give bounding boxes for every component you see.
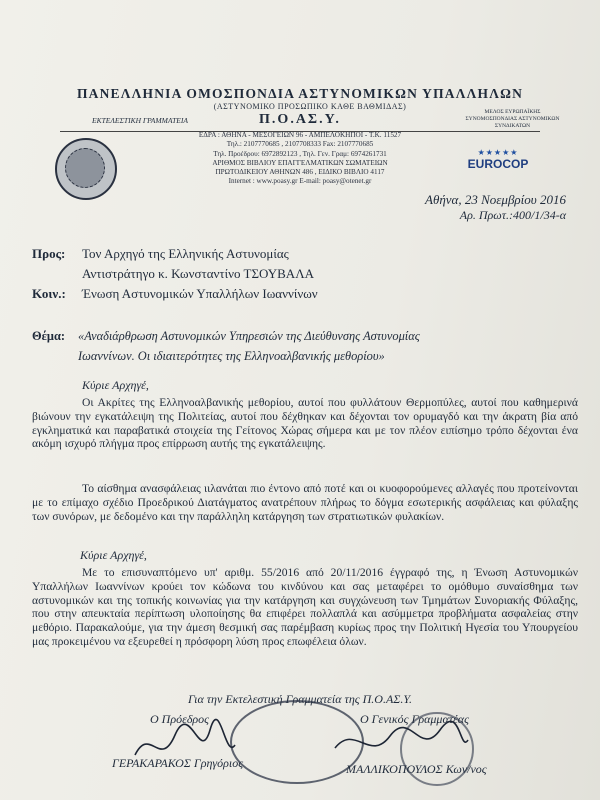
signature-heading: Για την Εκτελεστική Γραμματεία της Π.Ο.ΑΣ.Υ.: [187, 692, 413, 706]
to-line-2: Αντιστράτηγο κ. Κωνσταντίνο ΤΣΟΥΒΑΛΑ: [82, 266, 315, 281]
president-title: Ο Πρόεδρος: [150, 712, 210, 726]
subject-label: Θέμα:: [32, 329, 65, 343]
letter-date: Αθήνα, 23 Νοεμβρίου 2016: [425, 192, 566, 207]
secretary-title: Ο Γενικός Γραμματέας: [360, 712, 469, 726]
protocol-number: Αρ. Πρωτ.:400/1/34-α: [459, 208, 566, 222]
seal-emblem-icon: [65, 148, 105, 188]
cc-line: Ένωση Αστυνομικών Υπαλλήλων Ιωαννίνων: [82, 286, 318, 301]
contact-line: ΠΡΩΤΟΔΙΚΕΙΟΥ ΑΘΗΝΩΝ 486 , ΕΙΔΙΚΟ ΒΙΒΛΙΟ 4117: [215, 168, 385, 177]
paragraph-3: Με το επισυναπτόμενο υπ' αριθμ. 55/2016 από 20/11/2016 έγγραφό της, η Ένωση Αστυνομικών Υπαλλήλων Ιωαννίνων κρούει τον κώδωνα του κινδύνου και σας μεταφέρει το ομόθυμο συναίσθημα των αστυνομικών και της τοπικής κοινωνίας για την κατάργηση και συγχώνευση των Τμημάτων Συνοριακής Φύλαξης, που στην απευκταία περίπτωση υλοποίησης θα επιφέρει πολλαπλά και ασύμμετρα προβλήματα ασφαλείας στην μεθόριο. Παρακαλούμε, για την άμεση θεσμική σας παρέμβαση κυρίως προς την Πολιτική Ηγεσία του Υπουργείου μας προκειμένου να εξευρεθεί η πρόσφορη λύση προς επωφέλεια όλων.: [32, 566, 578, 648]
paragraph-1: Οι Ακρίτες της Ελληνοαλβανικής μεθορίου, αυτοί που φυλλάτουν Θερμοπύλες, αυτοί που καθημερινά βιώνουν την εγκατάλειψη της Πολιτείας, αυτοί που δέχθηκαν και δέχονται τον ορυμαγδό και την άκρατη βία από εγκληματικά και παραβατικά στοιχεία της Γείτονος Χώρας σήμερα και με τον πλέον ειπίσημο τρόπο δέχονται ένα ακόμη ισχυρό πλήγμα προς επίρρωση αυτής της εγκατάλειψης.: [32, 396, 578, 451]
executive-secretariat-label: ΕΚΤΕΛΕΣΤΙΚΗ ΓΡΑΜΜΑΤΕΙΑ: [92, 116, 188, 125]
subject-line-1: «Αναδιάρθρωση Αστυνομικών Υπηρεσιών της Διεύθυνσης Αστυνομίας: [78, 329, 420, 343]
cc-label: Κοιν.:: [32, 286, 66, 301]
secretary-name: ΜΑΛΛΙΚΟΠΟΥΛΟΣ Κων/νος: [346, 762, 487, 776]
subject-line-2: Ιωαννίνων. Οι ιδιαιτερότητες της Ελληνοαλβανικής μεθορίου»: [78, 349, 385, 363]
subject-block: [32, 326, 572, 366]
eurocop-logo: [463, 148, 533, 171]
to-label: Προς:: [32, 246, 66, 261]
paragraph-2: Το αίσθημα ανασφάλειας ιιλανάται πιο έντονο από ποτέ και οι κυοφορούμενες αλλαγές που προτείνονται με το επίμαχο σχέδιο Προεδρικού Διατάγματος ανατρέπουν πλήρως το δόγμα εσωτερικής ασφάλειας και φύλαξης των συνόρων, με δεδομένο και την παράλληλη κατάργηση των στρατιωτικών φυλακίων.: [32, 482, 578, 523]
org-acronym: Π.Ο.ΑΣ.Υ.: [259, 112, 341, 127]
contact-line: ΕΔΡΑ : ΑΘΗΝΑ - ΜΕΣΟΓΕΙΩΝ 96 - ΑΜΠΕΛΟΚΗΠΟΙ - Τ.Κ. 11527: [198, 131, 402, 139]
secretary-signature-icon: [330, 718, 470, 768]
greeting-1: Κύριε Αρχηγέ,: [82, 378, 149, 392]
president-name: ΓΕΡΑΚΑΡΑΚΟΣ Γρηγόριος: [112, 756, 244, 770]
eurocop-wordmark: EUROCOP: [467, 157, 529, 171]
contact-line: Τηλ. Προέδρου: 6972892123 , Τηλ. Γεν. Γραμ: 6974261731: [213, 149, 387, 158]
org-title: ΠΑΝΕΛΛΗΝΙΑ ΟΜΟΣΠΟΝΔΙΑ ΑΣΤΥΝΟΜΙΚΩΝ ΥΠΑΛΛΗΛΩΝ: [76, 86, 524, 101]
contact-line: Τηλ.: 2107770685 , 2107708333 Fax: 2107770685: [226, 140, 374, 149]
eu-stars-icon: ★★★★★: [477, 148, 519, 157]
membership-label: ΜΕΛΟΣ ΕΥΡΩΠΑΪΚΗΣ ΣΥΝΟΜΟΣΠΟΝΔΙΑΣ ΑΣΤΥΝΟΜΙΚΩΝ ΣΥΝΔΙΚΑΤΩΝ: [465, 109, 560, 129]
contact-block: [130, 131, 470, 187]
to-line-1: Τον Αρχηγό της Ελληνικής Αστυνομίας: [82, 246, 289, 261]
contact-line: Internet : www.poasy.gr E-mail: poasy@otenet.gr: [228, 177, 372, 186]
org-subtitle: (ΑΣΤΥΝΟΜΙΚΟ ΠΡΟΣΩΠΙΚΟ ΚΑΘΕ ΒΑΘΜΙΔΑΣ): [213, 102, 407, 111]
federation-seal-icon: [55, 138, 117, 200]
greeting-2: Κύριε Αρχηγέ,: [80, 548, 147, 562]
contact-line: ΑΡΙΘΜΟΣ ΒΙΒΛΙΟΥ ΕΠΑΓΓΕΛΜΑΤΙΚΩΝ ΣΩΜΑΤΕΙΩΝ: [212, 158, 388, 167]
